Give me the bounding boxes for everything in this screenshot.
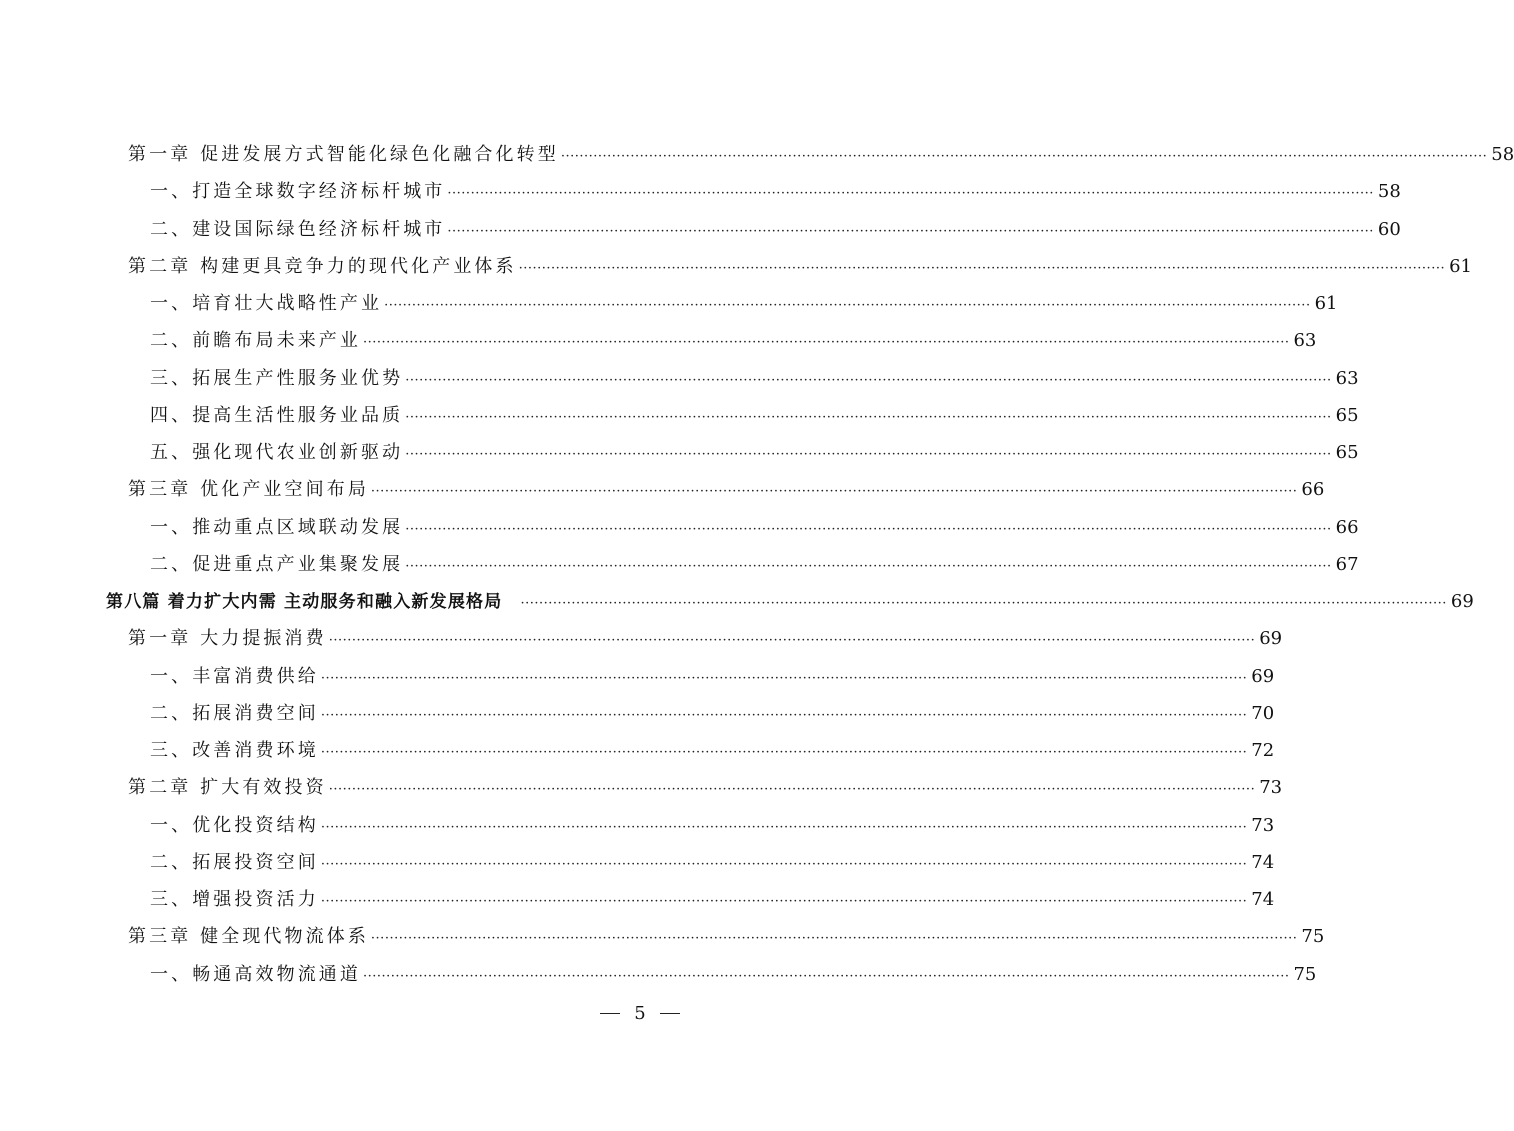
- toc-entry-page-number: 58: [1377, 181, 1401, 203]
- dot-leader: ········································································································································································································: [447, 223, 1374, 239]
- toc-entry-title: 二、拓展投资空间: [150, 851, 319, 873]
- toc-entry-title: 三、增强投资活力: [150, 889, 319, 910]
- toc-entry-page-number: 65: [1335, 404, 1359, 426]
- toc-entry-section[interactable]: [0, 169, 1401, 206]
- toc-entry-title: 二、拓展消费空间: [150, 702, 319, 724]
- toc-entry-title: 第三章 优化产业空间布局: [128, 479, 369, 501]
- toc-entry-page-number: 69: [1259, 628, 1283, 650]
- toc-entry-section[interactable]: [0, 356, 1359, 393]
- toc-entry-title: 第二章 构建更具竞争力的现代化产业体系: [128, 255, 517, 277]
- dot-leader: ········································································································································································································: [320, 856, 1248, 872]
- toc-entry-page-number: 72: [1251, 740, 1275, 761]
- toc-entry-chapter[interactable]: [0, 132, 1514, 169]
- dot-leader: ········································································································································································································: [320, 670, 1248, 686]
- dot-leader: ········································································································································································································: [320, 819, 1248, 835]
- toc-entry-page-number: 61: [1449, 255, 1472, 277]
- toc-entry-title: 第八篇 着力扩大内需 主动服务和融入新发展格局: [106, 592, 503, 612]
- toc-entry-page-number: 74: [1251, 851, 1275, 873]
- toc-entry-page-number: 58: [1491, 144, 1514, 165]
- toc-entry-title: 第二章 扩大有效投资: [128, 777, 327, 799]
- toc-entry-section[interactable]: [0, 430, 1359, 467]
- dot-leader: ········································································································································································································: [370, 931, 1298, 947]
- toc-entry-chapter[interactable]: [0, 765, 1283, 802]
- toc-entry-page-number: 65: [1335, 442, 1359, 463]
- dot-leader: ········································································································································································································: [363, 335, 1290, 351]
- toc-entry-title: 二、前瞻布局未来产业: [150, 330, 361, 352]
- toc-entry-section[interactable]: [0, 281, 1338, 318]
- toc-entry-title: 四、提高生活性服务业品质: [150, 404, 404, 426]
- toc-entry-chapter[interactable]: [0, 914, 1325, 951]
- toc-entry-title: 二、促进重点产业集聚发展: [150, 553, 404, 575]
- toc-entry-title: 一、推动重点区域联动发展: [150, 516, 404, 538]
- dot-leader: ········································································································································································································: [405, 447, 1332, 462]
- dot-leader: ········································································································································································································: [320, 745, 1248, 760]
- folio-right-dash: [660, 1013, 680, 1014]
- toc-entry-chapter[interactable]: [0, 467, 1325, 504]
- folio-page-number: 5: [634, 1003, 646, 1024]
- toc-entry-title: 第三章 健全现代物流体系: [128, 926, 369, 948]
- dot-leader: ········································································································································································································: [328, 633, 1256, 649]
- dot-leader: ········································································································································································································: [405, 521, 1332, 537]
- toc-entry-page-number: 73: [1259, 777, 1283, 799]
- toc-entry-title: 一、畅通高效物流通道: [150, 963, 361, 985]
- toc-entry-chapter[interactable]: [0, 616, 1283, 653]
- dot-leader: ········································································································································································································: [560, 149, 1488, 164]
- toc-entry-page-number: 66: [1335, 516, 1359, 538]
- dot-leader: ········································································································································································································: [447, 186, 1374, 202]
- toc-entry-page-number: 75: [1301, 926, 1325, 948]
- toc-entry-page-number: 66: [1301, 479, 1325, 501]
- toc-entry-part[interactable]: [0, 579, 1474, 616]
- toc-entry-page-number: 63: [1335, 367, 1359, 389]
- toc-entry-section[interactable]: [0, 877, 1275, 914]
- dot-leader: ········································································································································································································: [370, 484, 1298, 500]
- toc-entry-section[interactable]: [0, 654, 1275, 691]
- dot-leader: ········································································································································································································: [405, 409, 1332, 425]
- toc-entry-page-number: 75: [1293, 963, 1317, 985]
- toc-entry-section[interactable]: [0, 542, 1359, 579]
- toc-entry-section[interactable]: [0, 691, 1275, 728]
- dot-leader: ········································································································································································································: [320, 707, 1248, 723]
- toc-entry-title: 三、改善消费环境: [150, 740, 319, 761]
- dot-leader: ········································································································································································································: [518, 260, 1446, 276]
- toc-entry-title: 第一章 促进发展方式智能化绿色化融合化转型: [128, 144, 559, 165]
- toc-entry-title: 一、优化投资结构: [150, 814, 319, 836]
- toc-entry-section[interactable]: [0, 505, 1359, 542]
- toc-entry-section[interactable]: [0, 207, 1401, 244]
- dot-leader: ········································································································································································································: [320, 894, 1248, 909]
- dot-leader: ········································································································································································································: [384, 298, 1311, 313]
- toc-entry-title: 第一章 大力提振消费: [128, 628, 327, 650]
- toc-entry-page-number: 61: [1314, 293, 1338, 314]
- toc-entry-section[interactable]: [0, 318, 1317, 355]
- dot-leader: ········································································································································································································: [520, 596, 1447, 611]
- dot-leader: ········································································································································································································: [405, 372, 1332, 388]
- toc-entry-title: 五、强化现代农业创新驱动: [150, 442, 404, 463]
- toc-entry-title: 一、培育壮大战略性产业: [150, 293, 383, 314]
- toc-entry-page-number: 60: [1377, 218, 1401, 240]
- toc-entry-section[interactable]: [0, 952, 1317, 989]
- dot-leader: ········································································································································································································: [328, 782, 1256, 798]
- toc-entry-title: 一、丰富消费供给: [150, 665, 319, 687]
- toc-entry-page-number: 74: [1251, 889, 1275, 910]
- toc-entry-page-number: 73: [1251, 814, 1275, 836]
- toc-entry-page-number: 69: [1450, 591, 1474, 612]
- toc-entry-section[interactable]: [0, 803, 1275, 840]
- toc-entry-title: 二、建设国际绿色经济标杆城市: [150, 218, 446, 240]
- table-of-contents: [0, 132, 1514, 989]
- page-folio: [600, 1003, 680, 1024]
- toc-entry-section[interactable]: [0, 840, 1275, 877]
- toc-entry-title: 一、打造全球数字经济标杆城市: [150, 181, 446, 203]
- toc-entry-title: 三、拓展生产性服务业优势: [150, 367, 404, 389]
- toc-entry-section[interactable]: [0, 393, 1359, 430]
- toc-entry-chapter[interactable]: [0, 244, 1472, 281]
- toc-entry-page-number: 63: [1293, 330, 1317, 352]
- toc-entry-page-number: 69: [1251, 665, 1275, 687]
- dot-leader: ········································································································································································································: [405, 558, 1332, 574]
- dot-leader: ········································································································································································································: [363, 968, 1290, 984]
- toc-entry-section[interactable]: [0, 728, 1275, 765]
- toc-entry-page-number: 70: [1251, 702, 1275, 724]
- folio-left-dash: [600, 1013, 620, 1014]
- toc-entry-page-number: 67: [1335, 553, 1359, 575]
